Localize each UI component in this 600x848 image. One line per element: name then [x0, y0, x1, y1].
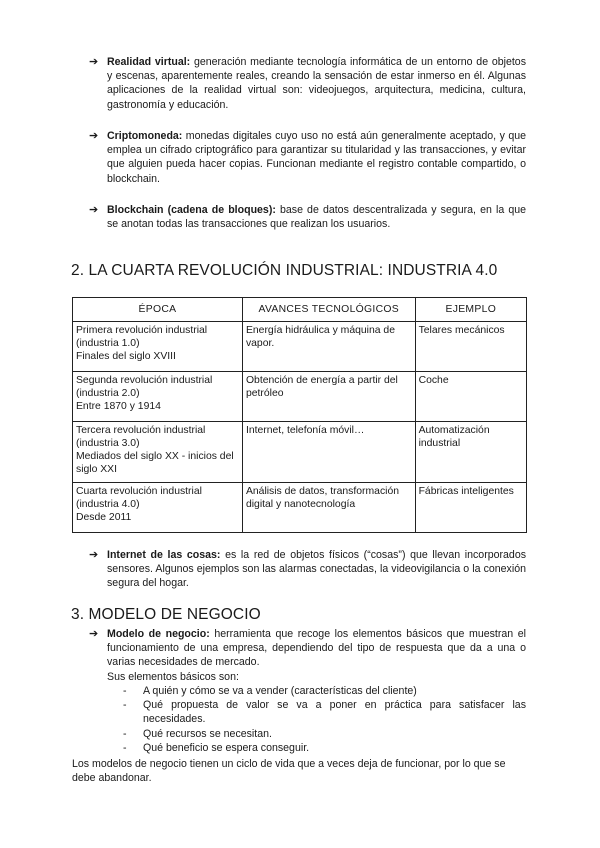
cell-ejemplo: Automatización industrial [415, 422, 526, 483]
list-item-text: Qué recursos se necesitan. [143, 727, 272, 740]
list-item-text: Qué propuesta de valor se va a poner en práctica para satisfacer las necesidades. [143, 699, 526, 726]
cell-avances: Obtención de energía a partir del petróleo [242, 372, 415, 422]
definition-blockchain: base de datos descentralizada y segura, en la que se anotan todas las transacciones que realizan los usuarios. [107, 204, 526, 231]
definition-realidad-virtual: generación mediante tecnología informática de un entorno de objetos y escenas, aparentemente reales, creando la sensación de estar inmerso en él. Algunas aplicaciones de la realidad virtual son: videojuegos, arquitectura, medicina, cultura, gastronomía y educación. [107, 56, 526, 111]
list-item-text: A quién y cómo se va a vender (características del cliente) [143, 685, 417, 697]
definitions-list [89, 55, 526, 112]
arrow-icon: ➔ [89, 204, 99, 216]
arrow-icon: ➔ [89, 130, 99, 142]
table-row [73, 322, 527, 372]
epoca-line: Mediados del siglo XX - inicios del siglo XXI [76, 451, 234, 475]
term-internet-cosas: Internet de las cosas: [107, 549, 221, 561]
epoca-line: Segunda revolución industrial [76, 375, 213, 386]
list-item-text: Qué beneficio se espera conseguir. [143, 741, 310, 754]
epoca-line: Primera revolución industrial [76, 325, 208, 336]
arrow-icon: ➔ [89, 549, 99, 561]
epoca-line: Entre 1870 y 1914 [76, 401, 161, 412]
cell-epoca [73, 322, 243, 372]
epoca-line: Tercera revolución industrial [76, 425, 206, 436]
iot-list [89, 548, 526, 591]
list-item [123, 727, 526, 741]
cell-epoca [73, 372, 243, 422]
definition-internet-cosas: es la red de objetos físicos (“cosas”) que llevan incorporados sensores. Algunos ejemplos son las alarmas conectadas, la videovigilancia o la conexión segura del hogar. [107, 549, 527, 590]
cell-ejemplo: Coche [415, 372, 526, 422]
epoca-line: Finales del siglo XVIII [76, 351, 176, 362]
section-3-title: 3. MODELO DE NEGOCIO [71, 606, 261, 623]
table-row [73, 483, 527, 533]
epoca-line: Cuarta revolución industrial [76, 486, 202, 497]
definition-modelo-negocio: herramienta que recoge los elementos básicos que muestran el funcionamiento de una empresa, dependiendo del tipo de respuesta que da a una o varias necesidades de mercado. [107, 628, 526, 669]
bullet-modelo-negocio [89, 627, 526, 670]
cell-epoca [73, 422, 243, 483]
epoca-line: (industria 2.0) [76, 388, 140, 399]
epoca-line: (industria 3.0) [76, 438, 140, 449]
dash-marker: - [123, 685, 127, 697]
term-blockchain: Blockchain (cadena de bloques): [107, 204, 276, 216]
list-item [123, 684, 526, 698]
cell-avances: Energía hidráulica y máquina de vapor. [242, 322, 415, 372]
list-item [123, 741, 526, 755]
cell-epoca [73, 483, 243, 533]
cell-ejemplo: Fábricas inteligentes [415, 483, 526, 533]
bullet-criptomoneda [89, 129, 526, 186]
elementos-list [123, 684, 526, 755]
arrow-icon: ➔ [89, 628, 99, 640]
table-row [73, 422, 527, 483]
epoca-line: (industria 4.0) [76, 499, 140, 510]
term-criptomoneda: Criptomoneda: [107, 130, 183, 142]
revoluciones-table [72, 297, 527, 533]
arrow-icon: ➔ [89, 56, 99, 68]
bullet-blockchain [89, 203, 526, 231]
table-row [73, 372, 527, 422]
dash-marker: - [123, 741, 127, 754]
header-avances: AVANCES TECNOLÓGICOS [242, 298, 415, 322]
epoca-line: Desde 2011 [76, 512, 132, 523]
elementos-intro: Sus elementos básicos son: [107, 671, 239, 683]
closing-paragraph: Los modelos de negocio tienen un ciclo de vida que a veces deja de funcionar, por lo que se debe abandonar. [72, 758, 506, 785]
term-modelo-negocio: Modelo de negocio: [107, 628, 210, 640]
term-realidad-virtual: Realidad virtual: [107, 56, 191, 68]
cell-avances: Internet, telefonía móvil… [242, 422, 415, 483]
list-item [123, 698, 526, 726]
dash-marker: - [123, 727, 127, 740]
bullet-internet-cosas [89, 548, 526, 591]
definitions-list-3 [89, 203, 526, 231]
epoca-line: (industria 1.0) [76, 338, 140, 349]
cell-avances: Análisis de datos, transformación digital y nanotecnología [242, 483, 415, 533]
header-epoca: ÉPOCA [73, 298, 243, 322]
section-2-title: 2. LA CUARTA REVOLUCIÓN INDUSTRIAL: INDUSTRIA 4.0 [71, 262, 498, 279]
definition-criptomoneda: monedas digitales cuyo uso no está aún generalmente aceptado, y que emplea un cifrado criptográfico para garantizar su titularidad y las transacciones, y evitar que alguien pueda hacer copias. Funcionan mediante el registro contable compartido, o blockchain. [107, 130, 526, 185]
dash-marker: - [123, 699, 127, 712]
header-ejemplo: EJEMPLO [415, 298, 526, 322]
modelo-list [89, 627, 526, 670]
table-header-row [73, 298, 527, 322]
bullet-realidad-virtual [89, 55, 526, 112]
cell-ejemplo: Telares mecánicos [415, 322, 526, 372]
definitions-list-2 [89, 129, 526, 186]
